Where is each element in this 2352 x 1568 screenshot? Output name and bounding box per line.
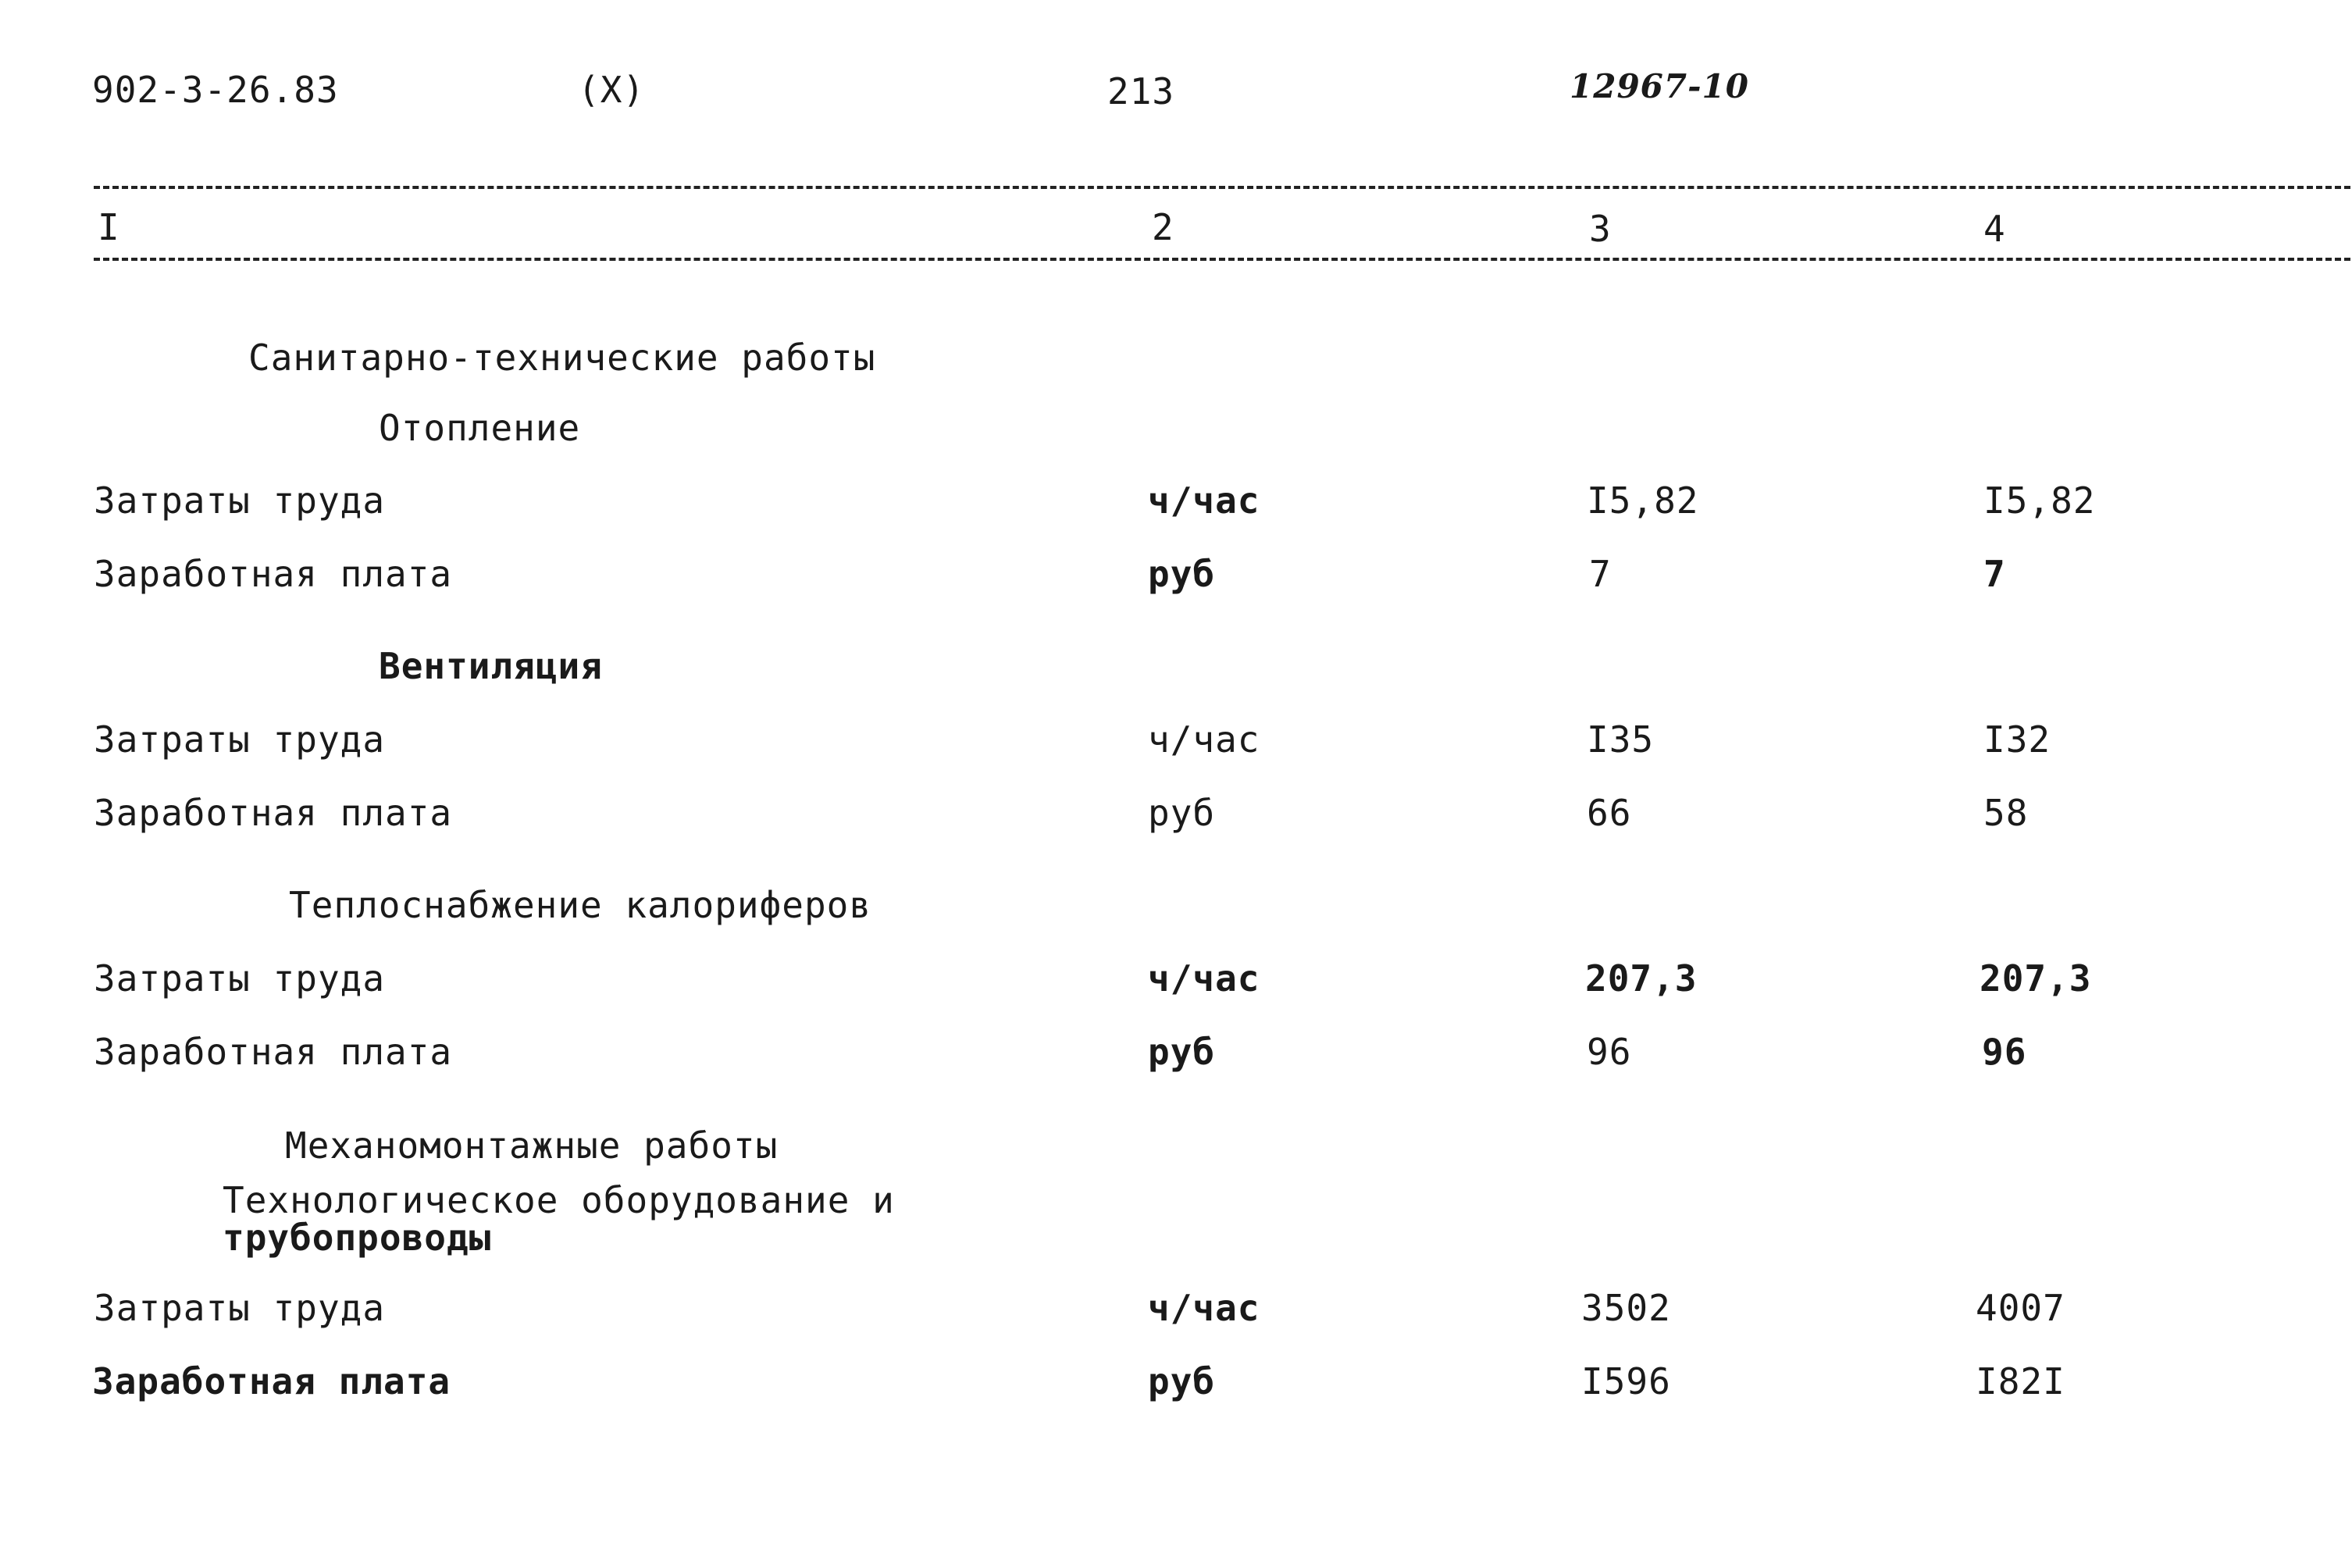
row-unit: ч/час	[1148, 1287, 1260, 1329]
column-header-1: I	[98, 206, 120, 248]
row-value-col3: I5,82	[1587, 479, 1699, 522]
handwritten-reference: 12967-10	[1570, 67, 1749, 105]
column-header-4: 4	[1983, 208, 2006, 250]
row-value-col3: I35	[1587, 718, 1655, 761]
row-unit: руб	[1148, 792, 1216, 834]
section-title: Отопление	[379, 407, 581, 449]
row-label: Затраты труда	[94, 479, 386, 522]
row-value-col4: I5,82	[1983, 479, 2096, 522]
row-value-col4: 207,3	[1980, 957, 2092, 1000]
row-value-col3: 66	[1587, 792, 1632, 834]
row-label: Заработная плата	[94, 1031, 453, 1073]
row-unit: руб	[1148, 553, 1216, 595]
column-marker: (X)	[578, 69, 646, 111]
row-label: Затраты труда	[94, 957, 386, 1000]
row-value-col4: 7	[1983, 553, 2006, 595]
row-unit: руб	[1148, 1360, 1216, 1402]
row-value-col4: 58	[1983, 792, 2029, 834]
table-top-rule	[94, 186, 2350, 189]
row-value-col4: I32	[1983, 718, 2051, 761]
row-label: Заработная плата	[94, 792, 453, 834]
row-unit: ч/час	[1148, 957, 1260, 1000]
row-value-col4: 96	[1982, 1031, 2027, 1073]
section-title-line-1: Технологическое оборудование и	[223, 1179, 895, 1221]
row-label: Заработная плата	[92, 1360, 451, 1402]
column-header-3: 3	[1589, 208, 1612, 250]
row-value-col3: 3502	[1581, 1287, 1671, 1329]
row-value-col3: 96	[1587, 1031, 1632, 1073]
row-label: Заработная плата	[94, 553, 453, 595]
row-unit: ч/час	[1148, 479, 1260, 522]
section-title-line-2: трубопроводы	[223, 1217, 492, 1259]
row-unit: руб	[1148, 1031, 1216, 1073]
section-group-title: Санитарно-технические работы	[248, 337, 876, 379]
row-value-col3: I596	[1581, 1360, 1671, 1402]
column-header-2: 2	[1152, 206, 1174, 248]
row-value-col3: 7	[1589, 553, 1612, 595]
row-label: Затраты труда	[94, 1287, 386, 1329]
table-header-rule	[94, 258, 2350, 261]
document-code: 902-3-26.83	[92, 69, 339, 111]
row-value-col4: 4007	[1976, 1287, 2065, 1329]
row-unit: ч/час	[1148, 718, 1260, 761]
section-group-title: Механомонтажные работы	[285, 1124, 779, 1167]
row-value-col4: I82I	[1976, 1360, 2065, 1402]
section-title: Теплоснабжение калориферов	[289, 884, 872, 926]
row-label: Затраты труда	[94, 718, 386, 761]
row-value-col3: 207,3	[1585, 957, 1698, 1000]
page-number: 213	[1107, 70, 1175, 112]
section-title: Вентиляция	[379, 645, 603, 687]
